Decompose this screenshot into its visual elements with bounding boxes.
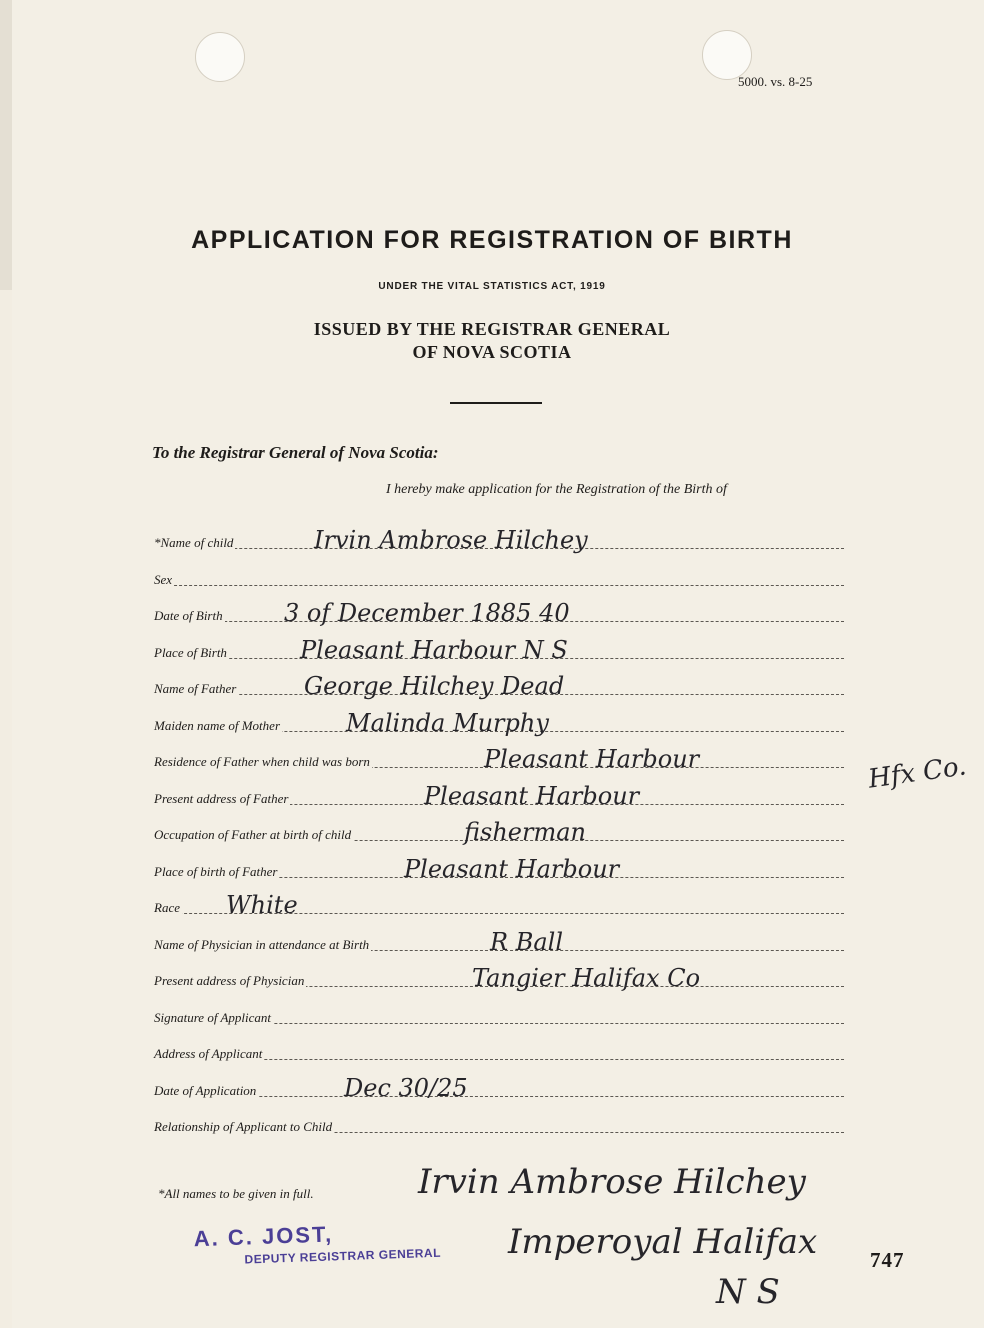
field-race — [154, 893, 844, 917]
field-value: Tangier Halifax Co — [472, 964, 701, 992]
issued-line-1: ISSUED BY THE REGISTRAR GENERAL — [313, 319, 671, 339]
punch-hole-left — [195, 32, 245, 82]
punch-hole-right — [702, 30, 752, 80]
field-label: Present address of Physician — [154, 973, 305, 988]
field-value: Dec 30/25 — [344, 1074, 468, 1102]
applicant-address-line-1: Imperoyal Halifax — [508, 1222, 818, 1262]
field-present-address-of-physician — [154, 966, 844, 990]
field-label: Name of Father — [154, 681, 237, 696]
field-present-address-of-father — [154, 784, 844, 808]
field-label: Relationship of Applicant to Child — [154, 1119, 333, 1134]
field-label: Race — [154, 900, 180, 915]
dotted-line — [154, 585, 844, 586]
field-label: Place of birth of Father — [154, 864, 278, 879]
applicant-signature: Irvin Ambrose Hilchey — [418, 1162, 806, 1202]
field-label: Place of Birth — [154, 645, 227, 660]
field-value: Malinda Murphy — [346, 709, 549, 737]
field-label: Address of Applicant — [154, 1046, 263, 1061]
form-number: 5000. vs. 8-25 — [738, 74, 813, 89]
margin-note: Hfx Co. — [866, 751, 969, 795]
field-value: Pleasant Harbour N S — [300, 636, 568, 664]
field-value: Pleasant Harbour — [404, 855, 620, 883]
field-label: Maiden name of Mother — [154, 718, 281, 733]
field-label: Signature of Applicant — [154, 1010, 271, 1025]
field-name-of-child — [154, 528, 844, 552]
applicant-address-line-2: N S — [716, 1272, 780, 1312]
field-label: Name of Physician in attendance at Birth — [154, 937, 370, 952]
issuing-authority — [0, 318, 984, 364]
field-value: Pleasant Harbour — [484, 745, 700, 773]
field-value: George Hilchey Dead — [304, 672, 565, 700]
intro-text: I hereby make application for the Registration of the Birth of — [386, 482, 727, 497]
field-value: White — [226, 891, 298, 919]
field-relationship-of-applicant — [154, 1112, 844, 1136]
field-value: Irvin Ambrose Hilchey — [314, 526, 588, 554]
field-place-of-birth-of-father — [154, 857, 844, 881]
registrar-stamp — [193, 1218, 441, 1269]
stamp-name: A. C. JOST, — [193, 1221, 334, 1252]
field-signature-of-applicant — [154, 1003, 844, 1027]
field-label: Date of Birth — [154, 608, 223, 623]
field-occupation-of-father — [154, 820, 844, 844]
field-label: Sex — [154, 572, 173, 587]
field-value: R Ball — [490, 928, 563, 956]
field-value: Pleasant Harbour — [424, 782, 640, 810]
field-label: Present address of Father — [154, 791, 289, 806]
field-name-of-physician — [154, 930, 844, 954]
field-date-of-application — [154, 1076, 844, 1100]
form-subtitle: UNDER THE VITAL STATISTICS ACT, 1919 — [378, 281, 606, 292]
issued-line-2: OF NOVA SCOTIA — [412, 342, 572, 362]
field-name-of-father — [154, 674, 844, 698]
field-label: Date of Application — [154, 1083, 257, 1098]
field-value: 3 of December 1885 40 — [284, 599, 570, 627]
field-sex — [154, 565, 844, 589]
field-label: Residence of Father when child was born — [154, 754, 370, 769]
field-label: Occupation of Father at birth of child — [154, 827, 352, 842]
field-maiden-name-of-mother — [154, 711, 844, 735]
file-number: 747 — [870, 1248, 905, 1272]
field-place-of-birth — [154, 638, 844, 662]
field-value: fisherman — [464, 818, 586, 846]
field-residence-of-father — [154, 747, 844, 771]
form-title: APPLICATION FOR REGISTRATION OF BIRTH — [191, 226, 793, 254]
footnote: *All names to be given in full. — [158, 1186, 314, 1201]
field-label: *Name of child — [154, 535, 234, 550]
salutation: To the Registrar General of Nova Scotia: — [152, 443, 439, 462]
stamp-title: DEPUTY REGISTRAR GENERAL — [244, 1245, 442, 1267]
title-divider — [450, 402, 542, 404]
field-address-of-applicant — [154, 1039, 844, 1063]
field-date-of-birth — [154, 601, 844, 625]
